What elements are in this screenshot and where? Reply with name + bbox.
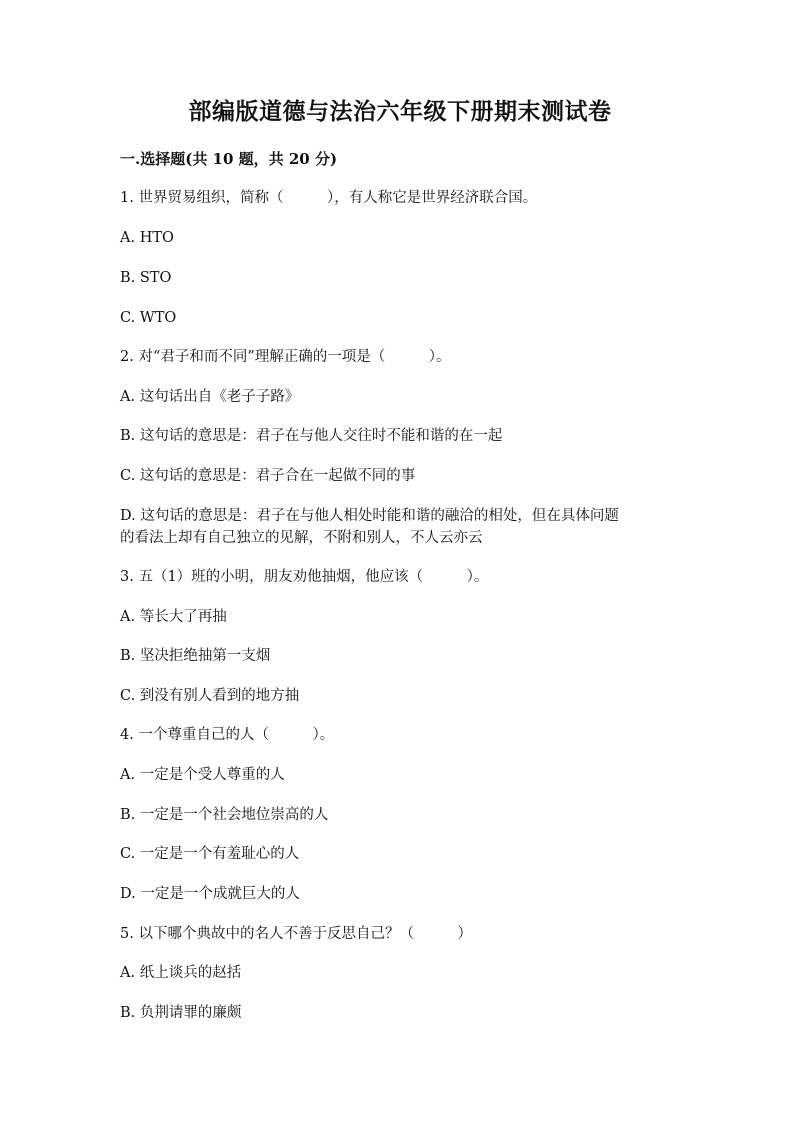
page-title: 部编版道德与法治六年级下册期末测试卷 <box>188 98 612 125</box>
option-a: A. 等长大了再抽 <box>120 609 227 625</box>
question-stem: 2. 对“君子和而不同”理解正确的一项是（ ）。 <box>120 349 451 365</box>
option-a: A. 这句话出自《老子子路》 <box>120 389 300 405</box>
question-stem: 3. 五（1）班的小明，朋友劝他抽烟，他应该（ ）。 <box>120 569 489 585</box>
option-d-line-2: 的看法上却有自己独立的见解，不附和别人，不人云亦云 <box>120 530 483 546</box>
question-stem: 1. 世界贸易组织，简称（ ），有人称它是世界经济联合国。 <box>120 190 538 206</box>
option-b: B. STO <box>120 270 172 286</box>
option-a: A. HTO <box>120 230 174 246</box>
option-d-line-1: D. 这句话的意思是：君子在与他人相处时能和谐的融洽的相处，但在具体问题 <box>120 508 619 524</box>
option-b: B. 一定是一个社会地位崇高的人 <box>120 807 329 823</box>
option-b: B. 坚决拒绝抽第一支烟 <box>120 648 271 664</box>
option-c: C. 到没有别人看到的地方抽 <box>120 688 300 704</box>
option-c: C. WTO <box>120 310 177 326</box>
option-c: C. 一定是一个有羞耻心的人 <box>120 846 300 862</box>
question-stem: 4. 一个尊重自己的人（ ）。 <box>120 727 335 743</box>
option-a: A. 一定是个受人尊重的人 <box>120 767 285 783</box>
option-a: A. 纸上谈兵的赵括 <box>120 965 242 981</box>
section-heading: 一.选择题(共 10 题，共 20 分) <box>120 150 338 168</box>
option-b: B. 负荆请罪的廉颇 <box>120 1005 242 1021</box>
option-c: C. 这句话的意思是：君子合在一起做不同的事 <box>120 468 416 484</box>
option-d <box>120 505 680 549</box>
option-b: B. 这句话的意思是：君子在与他人交往时不能和谐的在一起 <box>120 428 503 444</box>
option-d: D. 一定是一个成就巨大的人 <box>120 886 300 902</box>
question-stem: 5. 以下哪个典故中的名人不善于反思自己？（ ） <box>120 926 472 942</box>
